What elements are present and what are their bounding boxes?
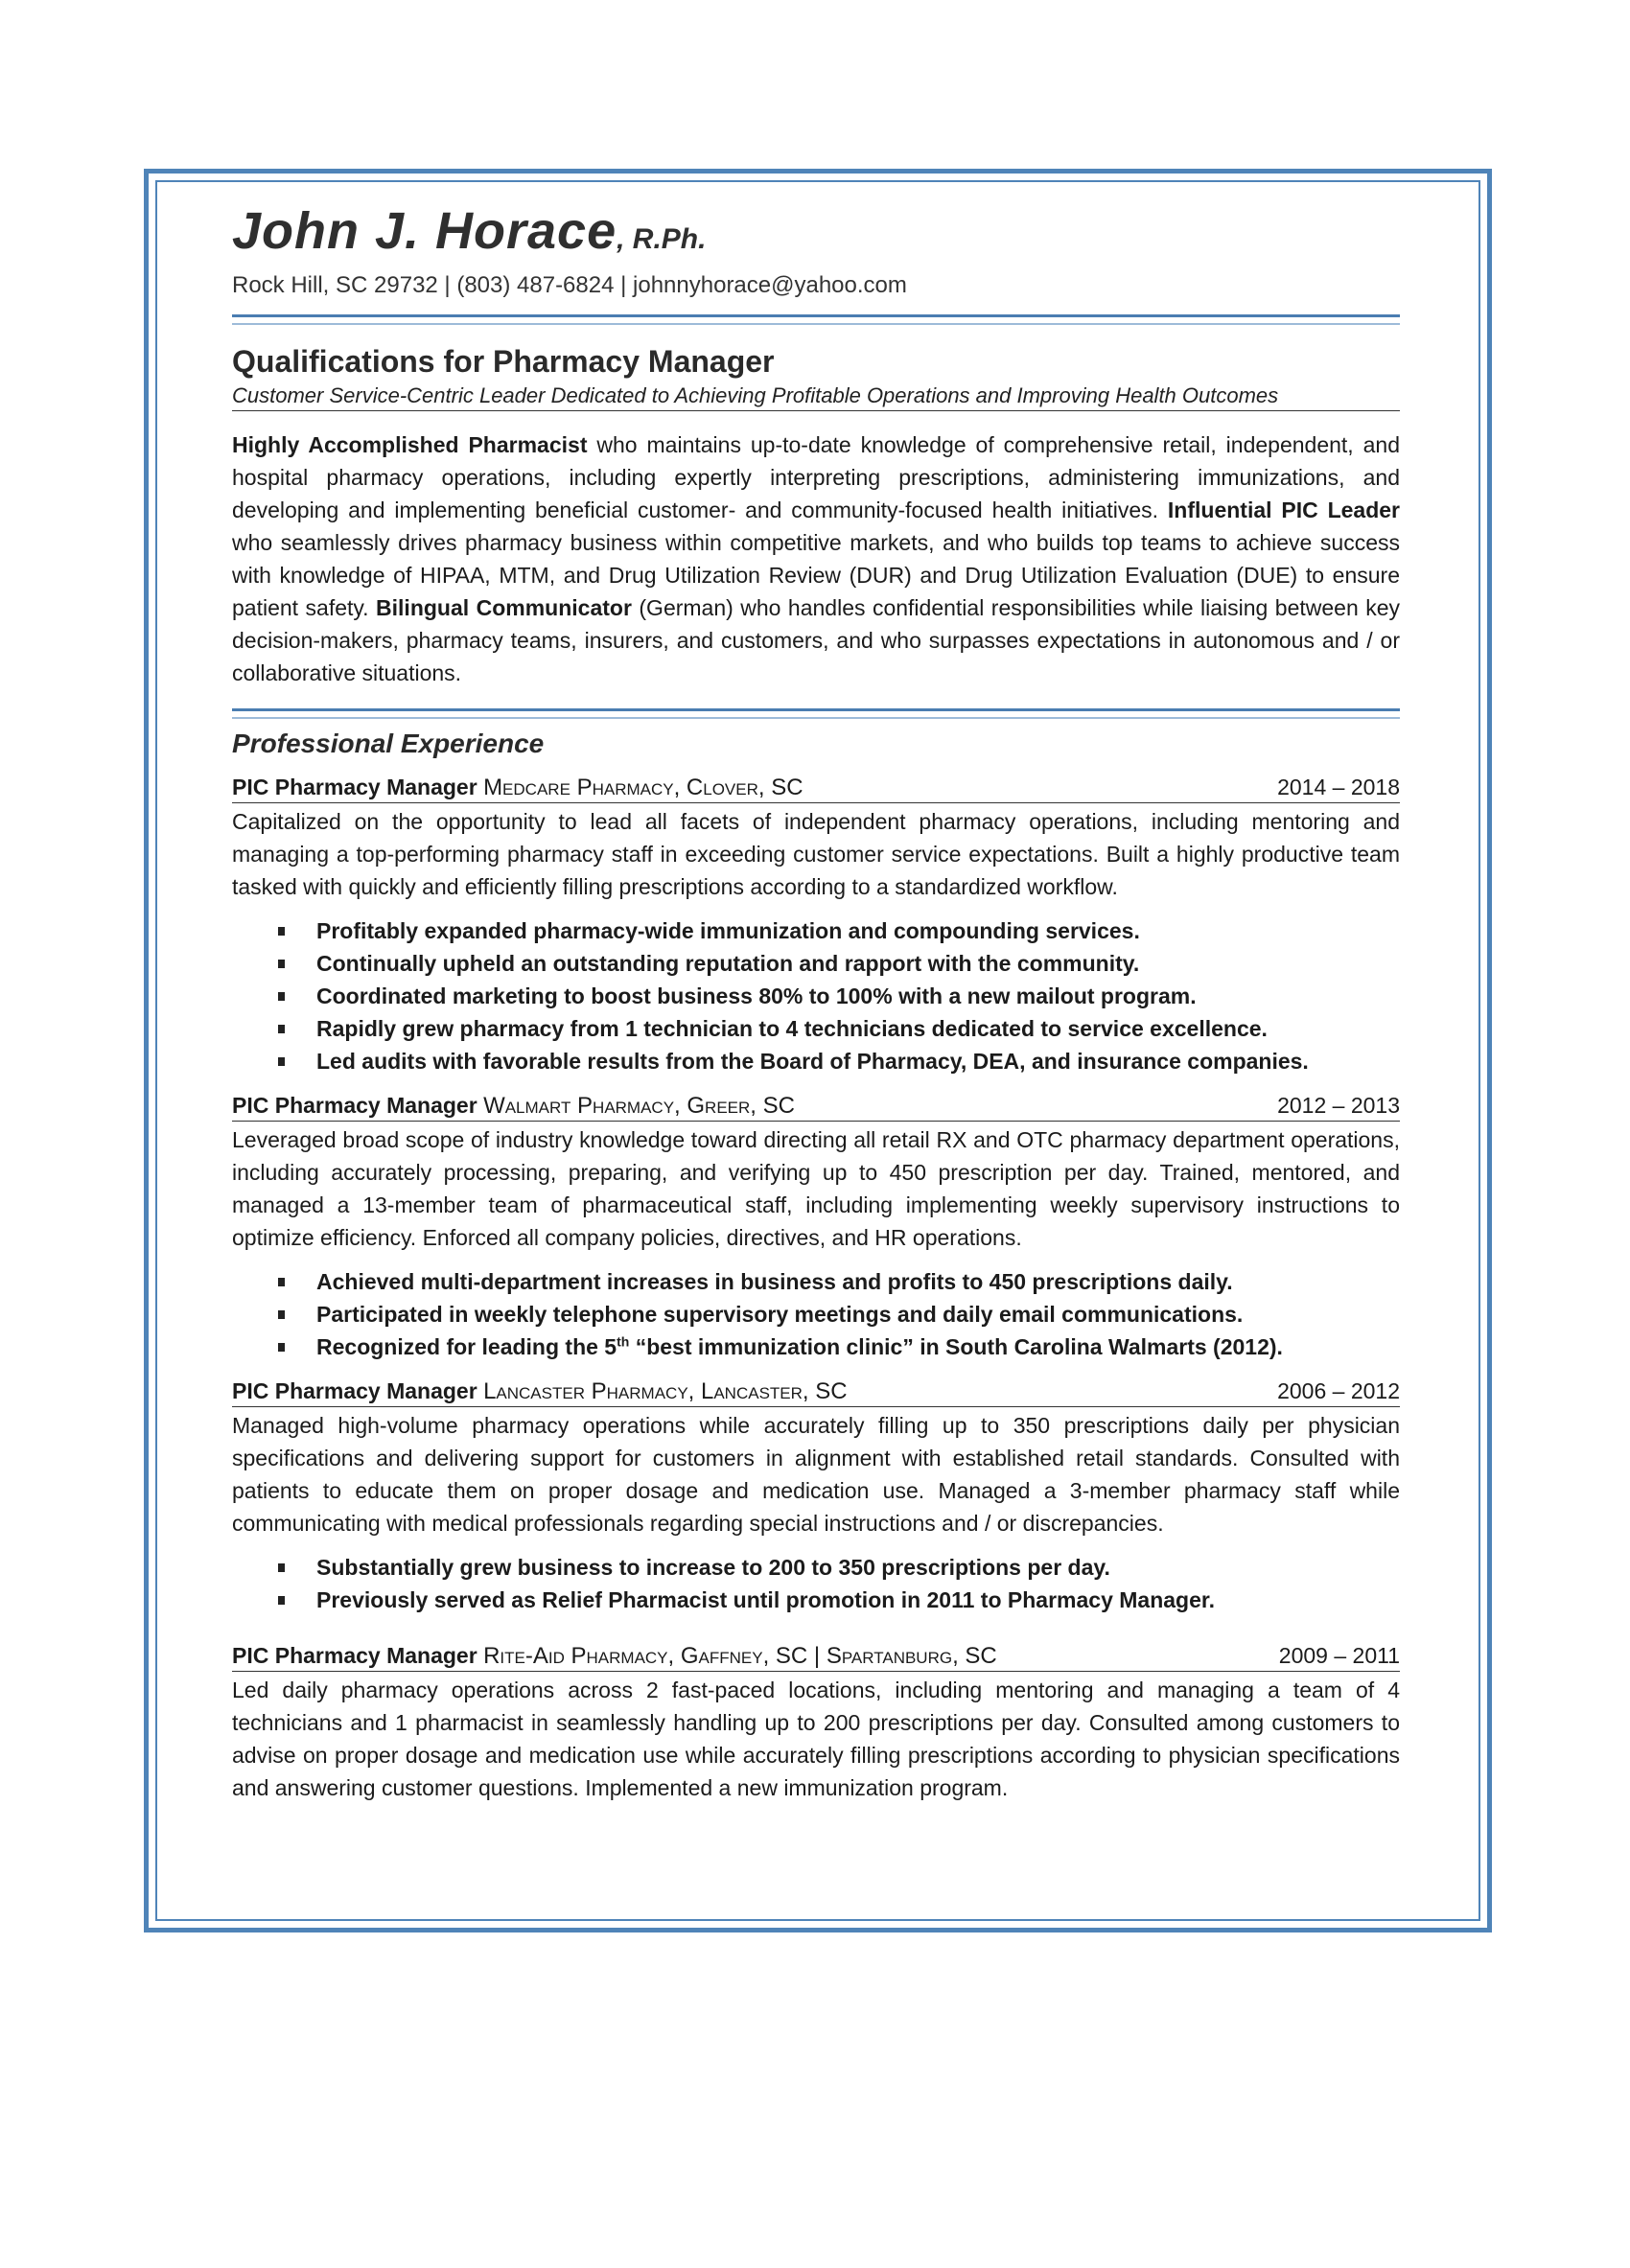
ordinal-superscript: th bbox=[617, 1333, 630, 1350]
job-title: PIC Pharmacy Manager bbox=[232, 775, 477, 799]
qualifications-tagline: Customer Service-Centric Leader Dedicated to Achieving Profitable Operations and Improving Health Outcomes bbox=[232, 383, 1400, 411]
summary-text-1: who maintains up-to-date knowledge of comprehensive retail, independent, and hospital pharmacy operations, including expertly interpreting prescriptions, administering immunizations, and developing and implementing beneficial customer- and community-focused health initiatives. bbox=[232, 432, 1400, 522]
summary-bold-1: Highly Accomplished Pharmacist bbox=[232, 432, 588, 457]
summary-bold-2: Influential PIC Leader bbox=[1167, 498, 1400, 522]
achievement-text: Substantially grew business to increase to 200 to 350 prescriptions per day. bbox=[316, 1555, 1110, 1580]
achievement-item bbox=[278, 914, 1400, 947]
candidate-name: John J. Horace bbox=[232, 202, 617, 260]
achievement-text: Led audits with favorable results from the Board of Pharmacy, DEA, and insurance companies. bbox=[316, 1049, 1309, 1074]
job-header bbox=[232, 775, 1400, 803]
job-dates: 2009 – 2011 bbox=[1278, 1643, 1400, 1668]
job-title-employer bbox=[232, 1378, 848, 1405]
achievement-item bbox=[278, 1331, 1400, 1363]
bullet-square-icon bbox=[278, 1596, 285, 1605]
bullet-square-icon bbox=[278, 1057, 285, 1066]
employer: Rite-Aid Pharmacy, Gaffney, SC | Spartanburg, SC bbox=[483, 1643, 997, 1669]
summary-text-2: who seamlessly drives pharmacy business within competitive markets, and who builds top teams to achieve success with knowledge of HIPAA, MTM, and Drug Utilization Review (DUR) and Drug Utilization Evaluation (DUE) to ensure patient safety. bbox=[232, 530, 1400, 620]
section-divider bbox=[232, 314, 1400, 325]
achievement-text: Previously served as Relief Pharmacist until promotion in 2011 to Pharmacy Manager. bbox=[316, 1587, 1215, 1612]
summary-text-3: (German) who handles confidential responsibilities while liaising between key decision-makers, pharmacy teams, insurers, and customers, and who surpasses expectations in autonomous and / or collaborative situations. bbox=[232, 595, 1400, 685]
job-entry bbox=[232, 1378, 1400, 1616]
achievement-list bbox=[232, 1265, 1400, 1363]
achievement-text: Participated in weekly telephone supervisory meetings and daily email communications. bbox=[316, 1302, 1244, 1327]
achievement-item bbox=[278, 1584, 1400, 1616]
job-dates: 2014 – 2018 bbox=[1277, 775, 1400, 799]
summary-paragraph bbox=[232, 428, 1400, 689]
qualifications-title: Qualifications for Pharmacy Manager bbox=[232, 344, 775, 379]
job-title-employer bbox=[232, 775, 803, 801]
achievement-text: Continually upheld an outstanding reputation and rapport with the community. bbox=[316, 951, 1140, 976]
job-entry bbox=[232, 1643, 1400, 1804]
achievement-item bbox=[278, 947, 1400, 980]
job-dates: 2012 – 2013 bbox=[1277, 1093, 1400, 1118]
achievement-list bbox=[232, 1551, 1400, 1616]
job-title-employer bbox=[232, 1093, 795, 1120]
job-header bbox=[232, 1093, 1400, 1122]
resume-content bbox=[232, 201, 1400, 1804]
job-description: Led daily pharmacy operations across 2 fast-paced locations, including mentoring and managing a team of 4 technicians and 1 pharmacist in seamlessly handling up to 200 prescriptions per day. Consulted among customers to advise on proper dosage and medication use while accurately filling prescriptions according to physician specifications and answering customer questions. Implemented a new immunization program. bbox=[232, 1678, 1400, 1800]
section-divider bbox=[232, 708, 1400, 719]
bullet-square-icon bbox=[278, 927, 285, 936]
summary-bold-3: Bilingual Communicator bbox=[376, 595, 632, 620]
job-title: PIC Pharmacy Manager bbox=[232, 1378, 477, 1403]
job-entry bbox=[232, 1093, 1400, 1363]
achievement-text: Achieved multi-department increases in business and profits to 450 prescriptions daily. bbox=[316, 1269, 1233, 1294]
job-description: Leveraged broad scope of industry knowledge toward directing all retail RX and OTC pharmacy department operations, including accurately processing, preparing, and verifying up to 450 prescription per day. Trained, mentored, and managed a 13-member team of pharmaceutical staff, including implementing weekly supervisory instructions to optimize efficiency. Enforced all company policies, directives, and HR operations. bbox=[232, 1127, 1400, 1250]
credential: , R.Ph. bbox=[617, 223, 707, 255]
job-title-employer bbox=[232, 1643, 997, 1670]
job-header bbox=[232, 1643, 1400, 1672]
achievement-text: Coordinated marketing to boost business 80% to 100% with a new mailout program. bbox=[316, 984, 1197, 1008]
job-title: PIC Pharmacy Manager bbox=[232, 1643, 477, 1668]
bullet-square-icon bbox=[278, 1278, 285, 1286]
achievement-item bbox=[278, 1265, 1400, 1298]
achievement-text: Recognized for leading the 5 bbox=[316, 1334, 617, 1359]
achievement-item bbox=[278, 1551, 1400, 1584]
employer: Walmart Pharmacy, Greer, SC bbox=[483, 1093, 795, 1119]
contact-info: Rock Hill, SC 29732 | (803) 487-6824 | johnnyhorace@yahoo.com bbox=[232, 272, 907, 298]
bullet-square-icon bbox=[278, 1343, 285, 1352]
achievement-text: Profitably expanded pharmacy-wide immunization and compounding services. bbox=[316, 918, 1140, 943]
name-line bbox=[232, 201, 1400, 266]
job-dates: 2006 – 2012 bbox=[1277, 1378, 1400, 1403]
bullet-square-icon bbox=[278, 992, 285, 1001]
job-description: Capitalized on the opportunity to lead all facets of independent pharmacy operations, including mentoring and managing a top-performing pharmacy staff in exceeding customer service expectations. Built a highly productive team tasked with quickly and efficiently filling prescriptions according to a standardized workflow. bbox=[232, 809, 1400, 899]
job-description: Managed high-volume pharmacy operations while accurately filling up to 350 prescriptions daily per physician specifications and delivering support for customers in alignment with established retail standards. Consulted with patients to educate them on proper dosage and medication use. Managed a 3-member pharmacy staff while communicating with medical professionals regarding special instructions and / or discrepancies. bbox=[232, 1413, 1400, 1536]
achievement-item bbox=[278, 1045, 1400, 1077]
achievement-text: “best immunization clinic” in South Carolina Walmarts (2012). bbox=[629, 1334, 1283, 1359]
achievement-text: Rapidly grew pharmacy from 1 technician to 4 technicians dedicated to service excellence. bbox=[316, 1016, 1268, 1041]
employer: Lancaster Pharmacy, Lancaster, SC bbox=[483, 1378, 848, 1404]
bullet-square-icon bbox=[278, 1310, 285, 1319]
achievement-item bbox=[278, 980, 1400, 1012]
employer: Medcare Pharmacy, Clover, SC bbox=[483, 775, 803, 800]
job-title: PIC Pharmacy Manager bbox=[232, 1093, 477, 1118]
experience-title: Professional Experience bbox=[232, 729, 545, 758]
achievement-item bbox=[278, 1012, 1400, 1045]
achievement-item bbox=[278, 1298, 1400, 1331]
job-entry bbox=[232, 775, 1400, 1077]
bullet-square-icon bbox=[278, 1563, 285, 1572]
bullet-square-icon bbox=[278, 1025, 285, 1033]
achievement-list bbox=[232, 914, 1400, 1077]
bullet-square-icon bbox=[278, 960, 285, 968]
job-header bbox=[232, 1378, 1400, 1407]
